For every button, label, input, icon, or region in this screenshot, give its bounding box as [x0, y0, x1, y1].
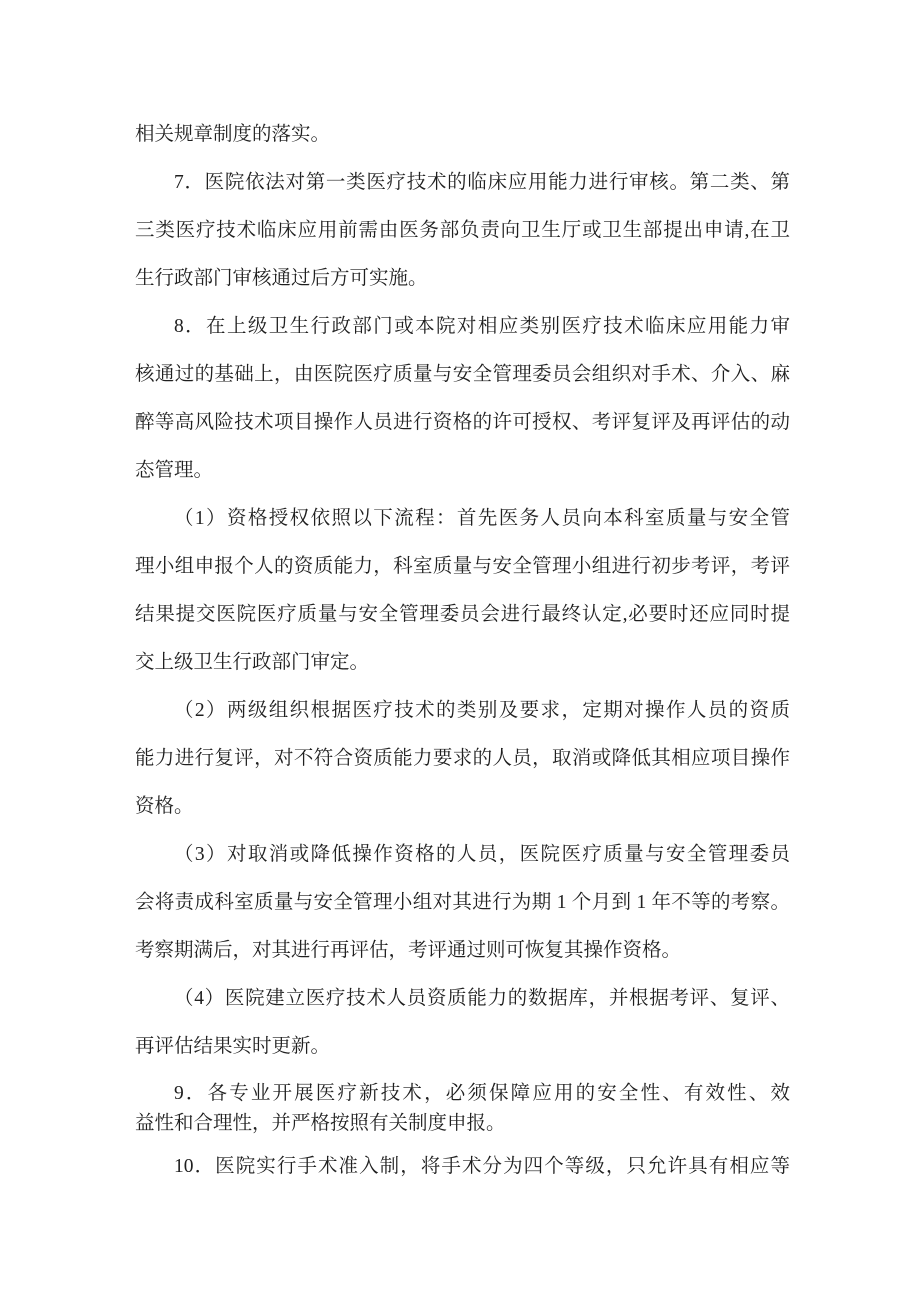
text-line: 10．医院实行手术准入制，将手术分为四个等级，只允许具有相应等: [174, 1156, 790, 1177]
text-line: 资格。: [135, 796, 194, 817]
text-line: 会将责成科室质量与安全管理小组对其进行为期 1 个月到 1 年不等的考察。: [135, 892, 790, 913]
paragraph-sub-4: [135, 975, 790, 1071]
paragraph-9: [135, 1079, 790, 1139]
paragraph-continuation: [135, 111, 790, 159]
text-line: （4）医院建立医疗技术人员资质能力的数据库，并根据考评、复评、: [174, 988, 790, 1009]
text-line: 醉等高风险技术项目操作人员进行资格的许可授权、考评复评及再评估的动: [135, 412, 790, 433]
text-line: （1）资格授权依照以下流程：首先医务人员向本科室质量与安全管: [174, 508, 790, 529]
text-line: 益性和合理性，并严格按照有关制度申报。: [135, 1113, 506, 1134]
paragraph-sub-2: [135, 687, 790, 831]
text-line: 8．在上级卫生行政部门或本院对相应类别医疗技术临床应用能力审: [174, 316, 790, 337]
text-line: 再评估结果实时更新。: [135, 1036, 331, 1057]
text-line: 能力进行复评，对不符合资质能力要求的人员，取消或降低其相应项目操作: [135, 748, 790, 769]
text-line: 态管理。: [135, 460, 214, 481]
paragraph-sub-3: [135, 831, 790, 975]
text-line: 考察期满后，对其进行再评估，考评通过则可恢复其操作资格。: [135, 940, 682, 961]
text-line: 生行政部门审核通过后方可实施。: [135, 268, 428, 289]
text-line: 交上级卫生行政部门审定。: [135, 652, 370, 673]
paragraph-sub-1: [135, 495, 790, 687]
text-line: 理小组申报个人的资质能力，科室质量与安全管理小组进行初步考评，考评: [135, 556, 790, 577]
paragraph-8: [135, 303, 790, 495]
text-line: 三类医疗技术临床应用前需由医务部负责向卫生厅或卫生部提出申请,在卫: [135, 220, 790, 241]
paragraph-7: [135, 159, 790, 303]
text-line: 9．各专业开展医疗新技术，必须保障应用的安全性、有效性、效: [174, 1083, 790, 1104]
text-line: 相关规章制度的落实。: [135, 124, 331, 145]
text-line: 核通过的基础上，由医院医疗质量与安全管理委员会组织对手术、介入、麻: [135, 364, 790, 385]
document-content: [135, 0, 790, 1191]
text-line: 7．医院依法对第一类医疗技术的临床应用能力进行审核。第二类、第: [174, 172, 790, 193]
paragraph-10: [135, 1143, 790, 1191]
text-line: （2）两级组织根据医疗技术的类别及要求，定期对操作人员的资质: [174, 700, 790, 721]
text-line: （3）对取消或降低操作资格的人员，医院医疗质量与安全管理委员: [174, 844, 790, 865]
text-line: 结果提交医院医疗质量与安全管理委员会进行最终认定,必要时还应同时提: [135, 604, 790, 625]
